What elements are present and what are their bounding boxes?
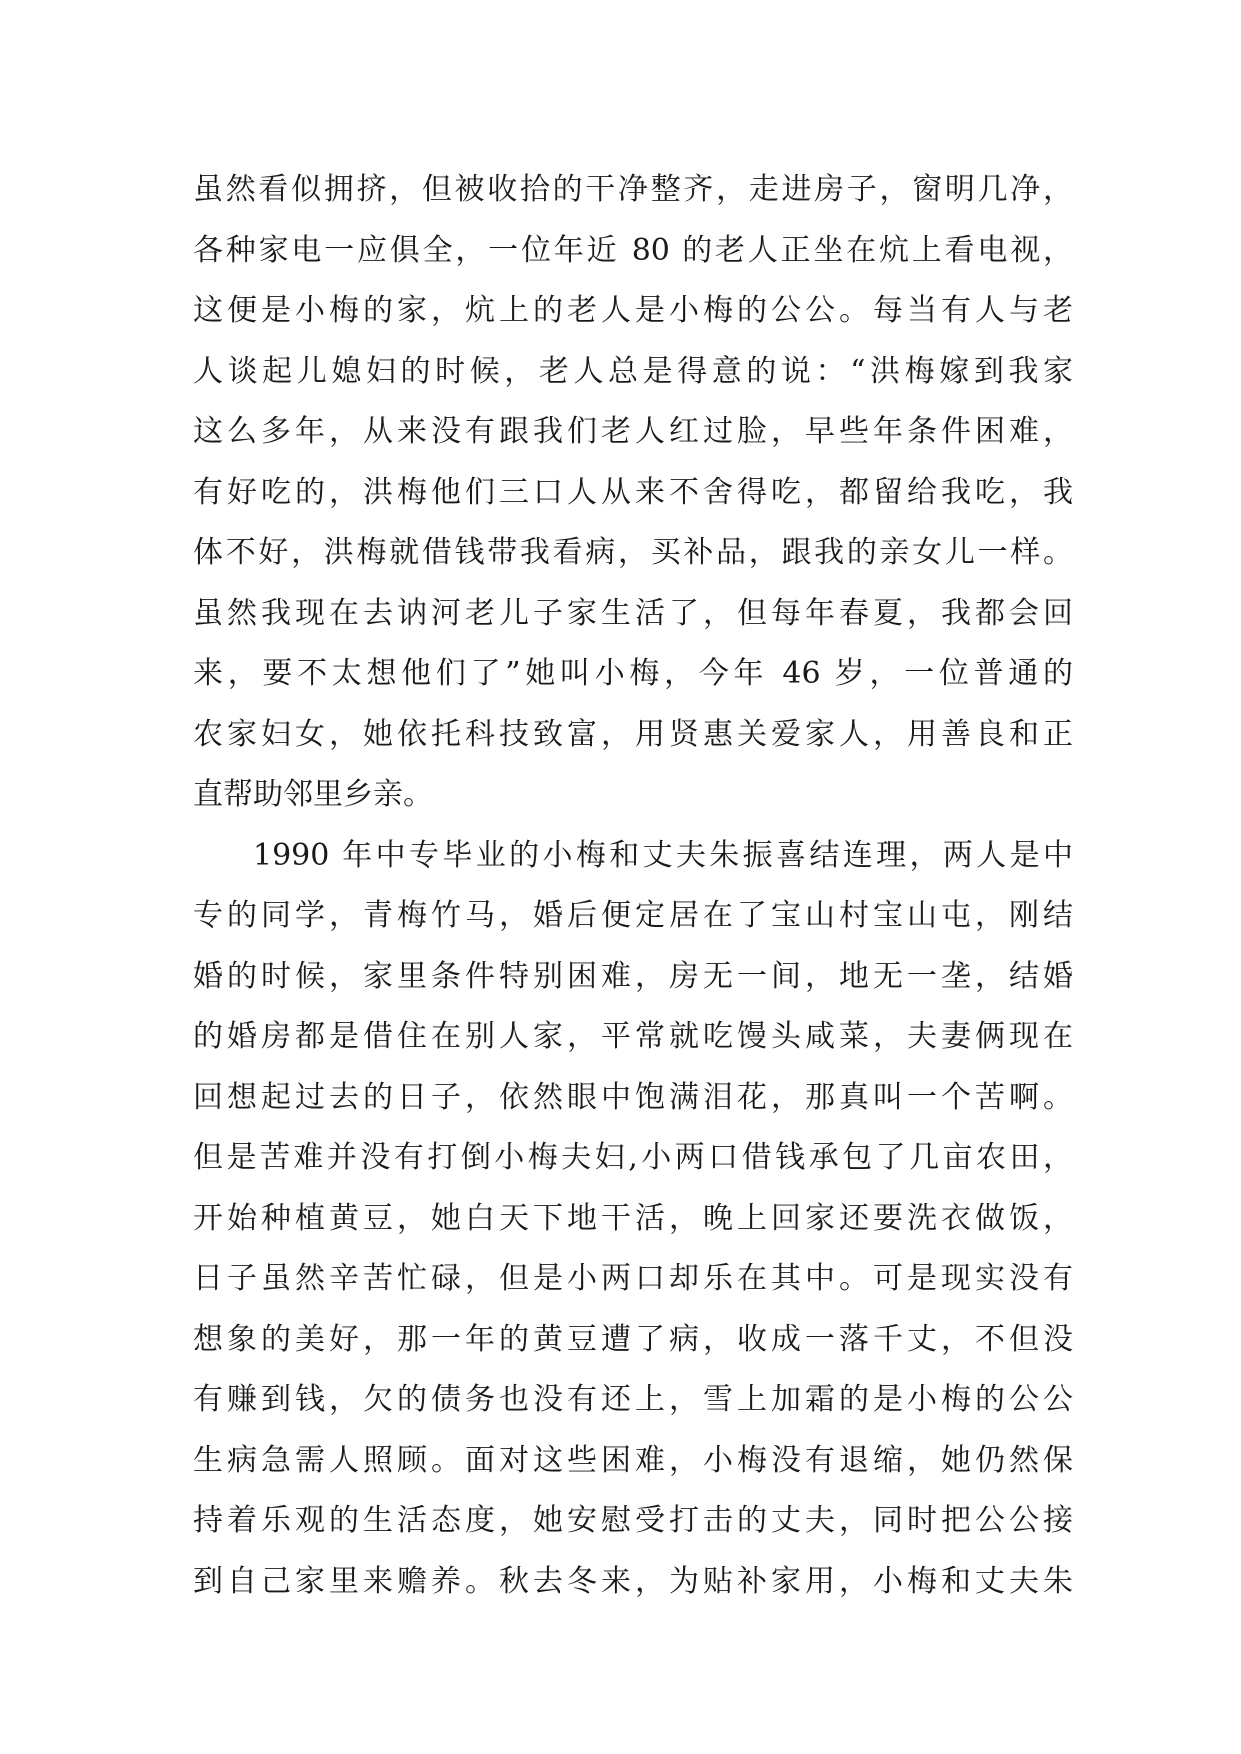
text-line: 1990 年中专毕业的小梅和丈夫朱振喜结连理，两人是中 [253,837,1073,873]
text-line: 各种家电一应俱全，一位年近 80 的老人正坐在炕上看电视， [193,232,1073,268]
text-line: 持着乐观的生活态度，她安慰受打击的丈夫，同时把公公接 [193,1503,1073,1538]
text-line: 有好吃的，洪梅他们三口人从来不舍得吃，都留给我吃，我 [193,474,1073,510]
text-line: 到自己家里来赡养。秋去冬来，为贴补家用，小梅和丈夫朱 [193,1563,1073,1599]
text-line: 专的同学，青梅竹马，婚后便定居在了宝山村宝山屯，刚结 [193,898,1073,933]
text-line: 日子虽然辛苦忙碌，但是小两口却乐在其中。可是现实没有 [193,1261,1073,1296]
text-line: 体不好，洪梅就借钱带我看病，买补品，跟我的亲女儿一样。 [193,535,1073,570]
text-line: 生病急需人照顾。面对这些困难，小梅没有退缩，她仍然保 [193,1442,1073,1478]
text-line: 有赚到钱，欠的债务也没有还上，雪上加霜的是小梅的公公 [193,1382,1073,1417]
text-line: 想象的美好，那一年的黄豆遭了病，收成一落千丈，不但没 [193,1321,1073,1357]
text-line: 这么多年，从来没有跟我们老人红过脸，早些年条件困难， [193,414,1073,449]
text-line: 但是苦难并没有打倒小梅夫妇,小两口借钱承包了几亩农田， [193,1140,1073,1175]
text-line: 直帮助邻里乡亲。 [193,777,433,812]
text-line: 这便是小梅的家，炕上的老人是小梅的公公。每当有人与老 [193,293,1073,328]
body-text [193,160,1073,1612]
text-line: 婚的时候，家里条件特别困难，房无一间，地无一垄，结婚 [193,958,1073,994]
paragraph-2 [193,826,1073,1613]
text-line: 人谈起儿媳妇的时候，老人总是得意的说：“洪梅嫁到我家 [193,353,1073,389]
text-line: 开始种植黄豆，她白天下地干活，晚上回家还要洗衣做饭， [193,1200,1073,1236]
text-line: 来，要不太想他们了”她叫小梅，今年 46 岁，一位普通的 [193,656,1073,691]
paragraph-1 [193,160,1073,826]
text-line: 的婚房都是借住在别人家，平常就吃馒头咸菜，夫妻俩现在 [193,1019,1073,1054]
text-line: 虽然我现在去讷河老儿子家生活了，但每年春夏，我都会回 [193,595,1073,631]
text-line: 虽然看似拥挤，但被收拾的干净整齐，走进房子，窗明几净， [193,172,1073,207]
text-line: 农家妇女，她依托科技致富，用贤惠关爱家人，用善良和正 [193,716,1073,752]
text-line: 回想起过去的日子，依然眼中饱满泪花，那真叫一个苦啊。 [193,1079,1073,1115]
